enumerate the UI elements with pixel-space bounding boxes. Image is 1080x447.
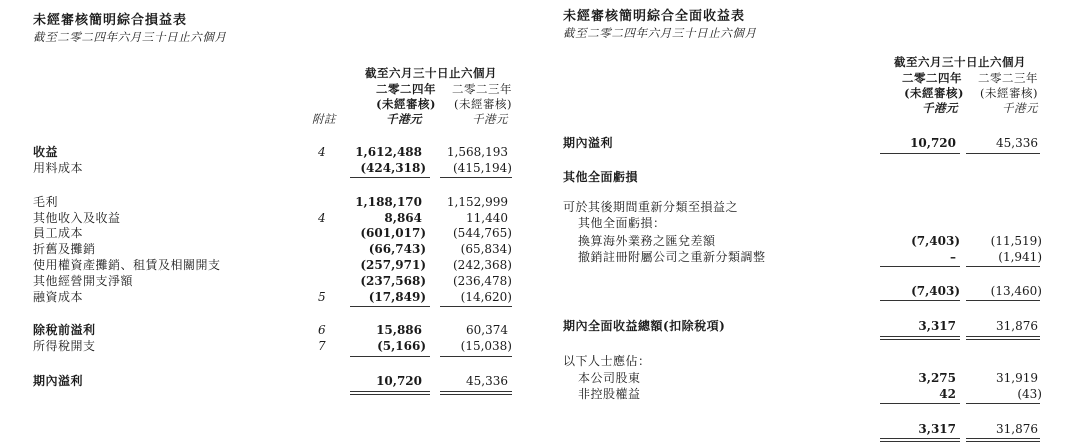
left-row-label: 折舊及攤銷: [33, 242, 96, 256]
left-row-value-2024: (237,568): [360, 274, 426, 288]
left-row-value-2024: (66,743): [368, 242, 426, 256]
left-unaudited-2024: (未經審核): [376, 97, 436, 111]
right-subtotal-rule-2024: [880, 403, 960, 404]
left-row-value-2023: (544,765): [453, 226, 512, 240]
left-total-rule-2024: [350, 391, 430, 392]
left-row-value-2023: 1,152,999: [446, 195, 508, 209]
left-row-note: 5: [318, 290, 326, 304]
right-row-value-2024: 3,275: [918, 371, 956, 385]
left-row-value-2023: (415,194): [453, 161, 512, 175]
left-subtotal-rule-2023: [440, 356, 512, 357]
right-row-value-2024: 10,720: [910, 136, 956, 150]
left-row-value-2024: 15,886: [376, 323, 422, 337]
left-row-value-2024: 1,612,488: [355, 145, 422, 159]
left-row-value-2024: 8,864: [384, 211, 422, 225]
left-subtotal-rule-2024: [350, 306, 430, 307]
left-row-note: 4: [318, 145, 326, 159]
left-row-value-2023: (65,834): [460, 242, 512, 256]
right-row-label: 期內溢利: [563, 136, 614, 150]
left-year-2023: 二零二三年: [452, 82, 512, 96]
right-row-label: 其他全面虧損：: [578, 216, 666, 230]
right-subtotal-rule-2024: [880, 300, 960, 301]
left-total-rule-2024-double: [350, 394, 430, 395]
right-row-label: 換算海外業務之匯兌差額: [578, 234, 716, 248]
right-row-value-2023: (11,519): [990, 234, 1042, 248]
left-subtotal-rule-2023: [440, 306, 512, 307]
right-year-2023: 二零二三年: [978, 71, 1038, 85]
left-period-header: 截至六月三十日止六個月: [365, 66, 497, 80]
right-row-value-2024: 3,317: [918, 319, 956, 333]
right-unaudited-2024: (未經審核): [904, 86, 964, 100]
left-row-note: 7: [318, 339, 326, 353]
left-row-value-2024: 10,720: [376, 374, 422, 388]
left-subtotal-rule-2024: [350, 177, 430, 178]
left-row-label: 期內溢利: [33, 374, 84, 388]
left-row-label: 融資成本: [33, 290, 84, 304]
right-total-rule-2024: [880, 438, 960, 439]
left-row-value-2023: 1,568,193: [446, 145, 508, 159]
left-row-value-2023: (15,038): [460, 339, 512, 353]
right-row-value-2023: 45,336: [996, 136, 1038, 150]
left-row-value-2023: 11,440: [466, 211, 508, 225]
right-period-header: 截至六月三十日止六個月: [894, 55, 1026, 69]
right-row-value-2024: (7,403): [911, 234, 960, 248]
right-row-label: 本公司股東: [578, 371, 641, 385]
left-row-value-2023: 60,374: [466, 323, 508, 337]
left-row-value-2024: 1,188,170: [355, 195, 422, 209]
left-subtotal-rule-2023: [440, 177, 512, 178]
right-total-rule-2024-double: [880, 339, 960, 340]
left-row-label: 除稅前溢利: [33, 323, 96, 337]
right-subtotal-value-2023: (13,460): [990, 284, 1042, 298]
right-subtotal-rule-2023: [966, 266, 1040, 267]
left-unaudited-2023: (未經審核): [454, 97, 512, 111]
right-subtotal-rule-2024: [880, 153, 960, 154]
right-row-label: 以下人士應佔：: [563, 354, 651, 368]
right-subtotal-rule-2024: [880, 266, 960, 267]
right-row-value-2024: 42: [939, 387, 956, 401]
right-row-value-2023: 31,919: [996, 371, 1038, 385]
left-row-value-2024: (601,017): [360, 226, 426, 240]
right-total-rule-2023: [966, 438, 1040, 439]
left-row-label: 其他經營開支淨額: [33, 274, 134, 288]
right-row-label: 撤銷註冊附屬公司之重新分類調整: [578, 250, 766, 264]
right-total-rule-2024-double: [880, 441, 960, 442]
left-row-note: 4: [318, 211, 326, 225]
right-unit-2023: 千港元: [1002, 101, 1038, 115]
left-row-label: 收益: [33, 145, 59, 159]
right-total-value-2023: 31,876: [996, 422, 1038, 436]
right-subtotal-value-2024: (7,403): [911, 284, 960, 298]
right-row-value-2023: (1,941): [998, 250, 1042, 264]
right-subtotal-rule-2023: [966, 403, 1040, 404]
right-subtotal-rule-2023: [966, 153, 1040, 154]
right-total-rule-2023: [966, 336, 1040, 337]
left-statement-subtitle: 截至二零二四年六月三十日止六個月: [33, 30, 227, 44]
left-row-note: 6: [318, 323, 326, 337]
left-row-value-2023: (242,368): [453, 258, 512, 272]
right-total-rule-2023-double: [966, 441, 1040, 442]
left-subtotal-rule-2024: [350, 356, 430, 357]
right-unaudited-2023: (未經審核): [980, 86, 1038, 100]
left-row-value-2024: (17,849): [368, 290, 426, 304]
left-row-value-2024: (5,166): [377, 339, 426, 353]
left-row-label: 所得稅開支: [33, 339, 96, 353]
left-total-rule-2023-double: [440, 394, 512, 395]
right-row-label: 期內全面收益總額(扣除稅項): [563, 319, 726, 333]
right-total-rule-2024: [880, 336, 960, 337]
left-statement-title: 未經審核簡明綜合損益表: [33, 13, 188, 28]
right-subtotal-rule-2023: [966, 300, 1040, 301]
left-row-value-2023: (14,620): [460, 290, 512, 304]
right-statement-subtitle: 截至二零二四年六月三十日止六個月: [563, 26, 757, 40]
left-unit-2024: 千港元: [386, 112, 422, 126]
left-row-label: 用料成本: [33, 161, 84, 175]
left-year-2024: 二零二四年: [376, 82, 436, 96]
right-row-label: 可於其後期間重新分類至損益之: [563, 200, 739, 214]
left-row-value-2023: 45,336: [466, 374, 508, 388]
left-row-label: 其他收入及收益: [33, 211, 121, 225]
right-section-heading: 其他全面虧損: [563, 170, 639, 184]
left-row-label: 使用權資產攤銷、租賃及相關開支: [33, 258, 221, 272]
right-total-value-2024: 3,317: [918, 422, 956, 436]
left-row-value-2024: (424,318): [360, 161, 426, 175]
right-unit-2024: 千港元: [922, 101, 958, 115]
right-row-value-2024: –: [950, 250, 956, 264]
right-row-value-2023: 31,876: [996, 319, 1038, 333]
left-unit-2023: 千港元: [472, 112, 508, 126]
left-row-value-2024: (257,971): [360, 258, 426, 272]
left-note-header: 附註: [312, 112, 336, 126]
right-row-label: 非控股權益: [578, 387, 641, 401]
left-row-label: 毛利: [33, 195, 59, 209]
left-row-value-2023: (236,478): [453, 274, 512, 288]
left-row-label: 員工成本: [33, 226, 84, 240]
left-total-rule-2023: [440, 391, 512, 392]
right-row-value-2023: (43): [1017, 387, 1042, 401]
right-year-2024: 二零二四年: [902, 71, 962, 85]
right-total-rule-2023-double: [966, 339, 1040, 340]
right-statement-title: 未經審核簡明綜合全面收益表: [563, 9, 746, 24]
